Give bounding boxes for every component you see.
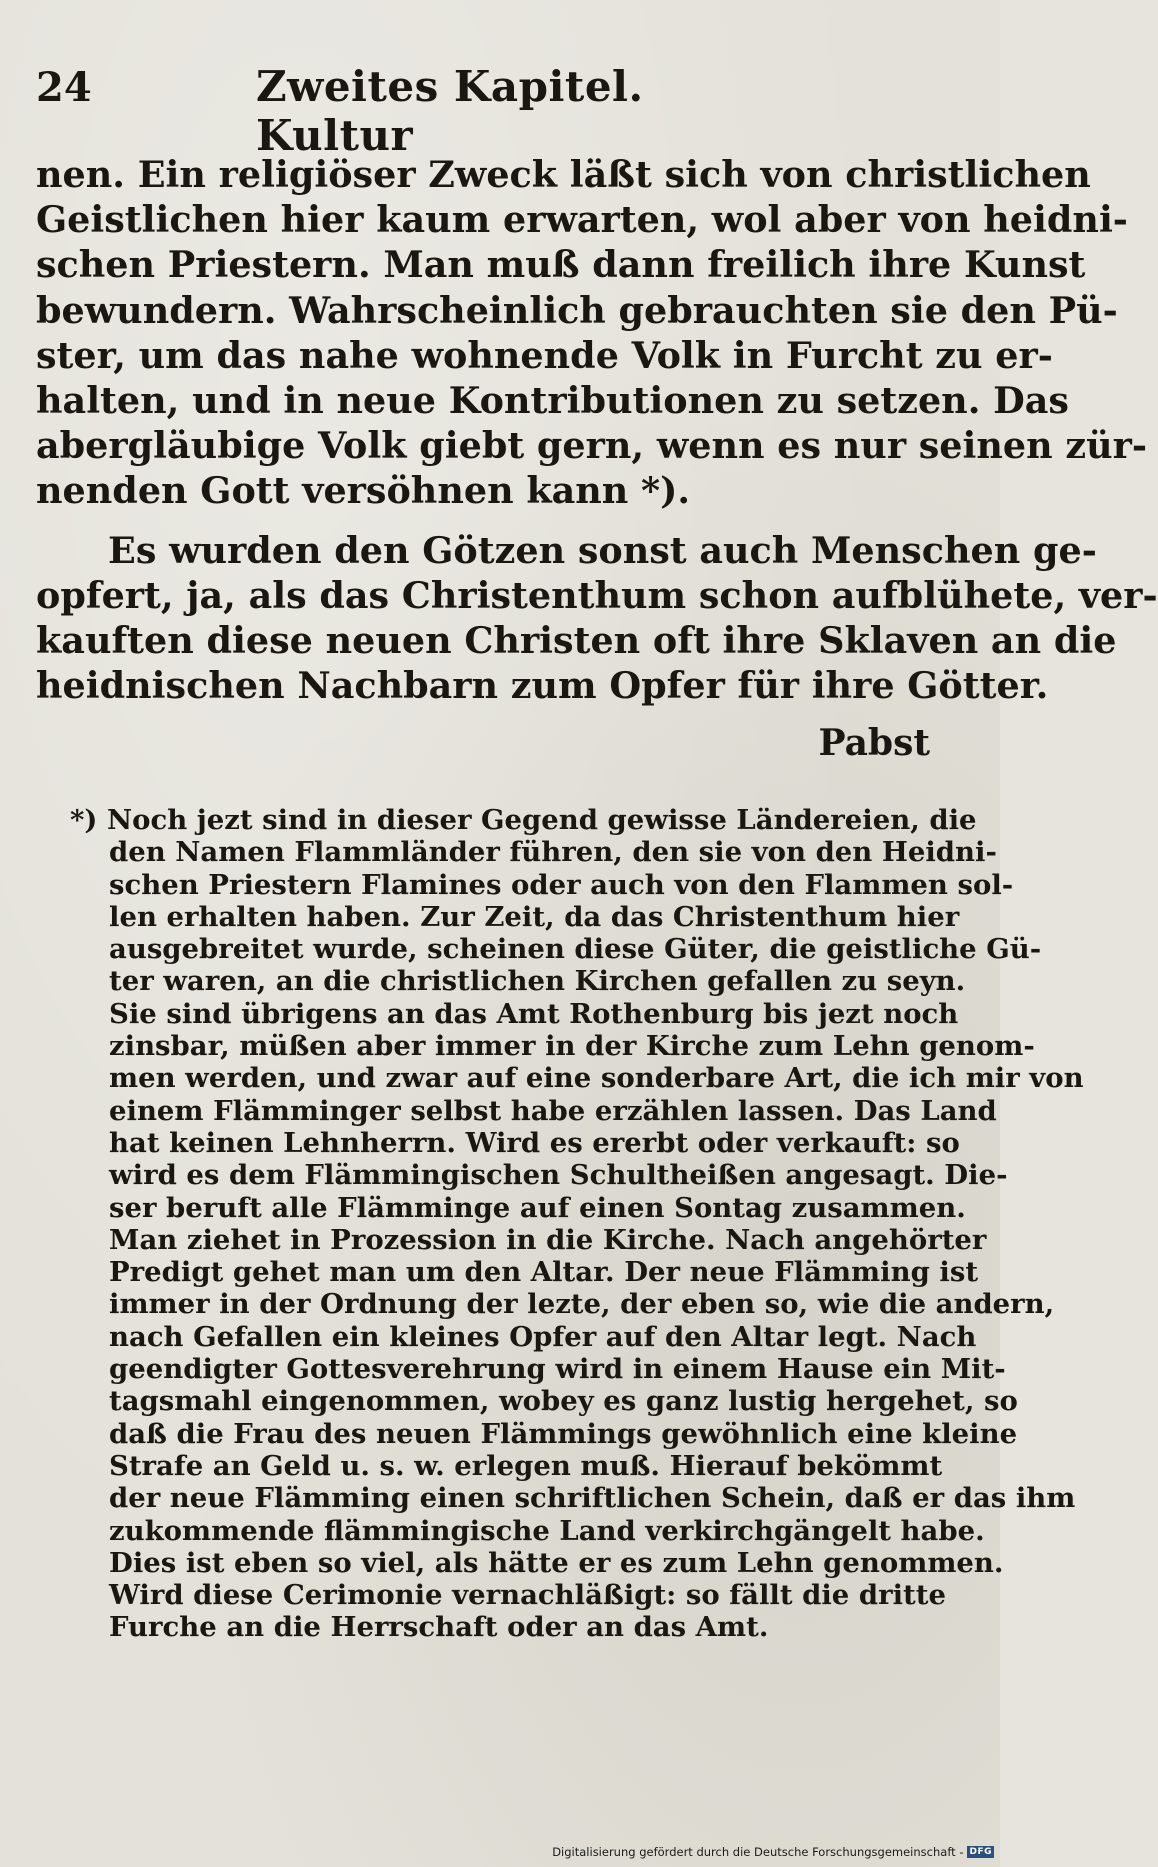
page-header [36, 62, 736, 160]
text-line: nen. Ein religiöser Zweck läßt sich von christlichen [36, 153, 1091, 196]
text-line: heidnischen Nachbarn zum Opfer für ihre Götter. [36, 664, 1049, 708]
catchword: Pabst [818, 722, 930, 764]
text-line: opfert, ja, als das Christenthum schon aufblühete, ver- [36, 573, 1158, 617]
text-line: Es wurden den Götzen sonst auch Menschen ge- [108, 528, 1097, 572]
footnote-line: hat keinen Lehnherrn. Wird es ererbt oder verkauft: so [109, 1126, 960, 1159]
dfg-logo: DFG [969, 1847, 992, 1857]
footnote-line: den Namen Flammländer führen, den sie von den Heidni- [109, 836, 997, 869]
footnote-line: nach Gefallen ein kleines Opfer auf den Altar legt. Nach [109, 1320, 977, 1353]
text-line: halten, und in neue Kontributionen zu setzen. Das [36, 378, 1069, 422]
footnote-line: Wird diese Cerimonie vernachläßigt: so fällt die dritte [109, 1579, 946, 1612]
footnote-line: wird es dem Flämmingischen Schultheißen angesagt. Die- [109, 1159, 1008, 1192]
footnote-line: der neue Flämming einen schriftlichen Schein, daß er das ihm [109, 1482, 1076, 1515]
footnote-line: Predigt gehet man um den Altar. Der neue Flämming ist [109, 1256, 979, 1289]
footnote-line: Strafe an Geld u. s. w. erlegen muß. Hierauf bekömmt [109, 1449, 943, 1482]
text-line: Geistlichen hier kaum erwarten, wol aber von heidni- [36, 198, 1128, 242]
footnote-line: immer in der Ordnung der lezte, der eben so, wie die andern, [109, 1288, 1055, 1321]
footnote-line: ter waren, an die christlichen Kirchen gefallen zu seyn. [109, 965, 966, 998]
footnote-line: geendigter Gottesverehrung wird in einem Hause ein Mit- [109, 1353, 1006, 1386]
footnote-line: Dies ist eben so viel, als hätte er es zum Lehn genommen. [109, 1546, 1004, 1579]
text-line: ster, um das nahe wohnende Volk in Furcht zu er- [36, 333, 1053, 377]
footnote-line: *) Noch jezt sind in dieser Gegend gewisse Ländereien, die [70, 804, 977, 836]
footnote-line: zinsbar, müßen aber immer in der Kirche zum Lehn genom- [109, 1030, 1035, 1063]
footnote-line: ausgebreitet wurde, scheinen diese Güter, die geistliche Gü- [109, 933, 1042, 966]
credit-text: Digitalisierung gefördert durch die Deutsche Forschungsgemeinschaft - [552, 1845, 964, 1859]
text-line: bewundern. Wahrscheinlich gebrauchten sie den Pü- [36, 288, 1118, 332]
text-line: kauften diese neuen Christen oft ihre Sklaven an die [36, 618, 1117, 662]
paragraph [36, 528, 1158, 709]
main-text [36, 152, 1158, 708]
footnote-line: Sie sind übrigens an das Amt Rothenburg bis jezt noch [109, 997, 959, 1030]
footnote-line: men werden, und zwar auf eine sonderbare Art, die ich mir von [109, 1062, 1084, 1095]
footnote-line: Man ziehet in Prozession in die Kirche. Nach angehörter [109, 1223, 987, 1256]
footnote-line: ser beruft alle Flämminge auf einen Sontag zusammen. [109, 1191, 966, 1224]
digitization-credit [552, 1845, 994, 1859]
footnote-line: Furche an die Herrschaft oder an das Amt. [109, 1611, 769, 1644]
footnote-line: schen Priestern Flamines oder auch von den Flammen sol- [109, 868, 1014, 901]
text-line: nenden Gott versöhnen kann *). [36, 469, 691, 513]
footnote-line: len erhalten haben. Zur Zeit, da das Christenthum hier [109, 900, 960, 933]
running-title: Zweites Kapitel. Kultur [256, 62, 644, 160]
footnote-line: zukommende flämmingische Land verkirchgängelt habe. [109, 1514, 985, 1547]
text-line: schen Priestern. Man muß dann freilich ihre Kunst [36, 243, 1086, 287]
footnote-line: daß die Frau des neuen Flämmings gewöhnlich eine kleine [109, 1417, 1018, 1450]
footnote-line: tagsmahl eingenommen, wobey es ganz lustig hergehet, so [109, 1385, 1018, 1418]
footnote-line: einem Flämminger selbst habe erzählen lassen. Das Land [109, 1094, 997, 1127]
text-line: abergläubige Volk giebt gern, wenn es nur seinen zür- [36, 424, 1148, 468]
footnote [70, 804, 1084, 1644]
page-number: 24 [36, 64, 92, 111]
